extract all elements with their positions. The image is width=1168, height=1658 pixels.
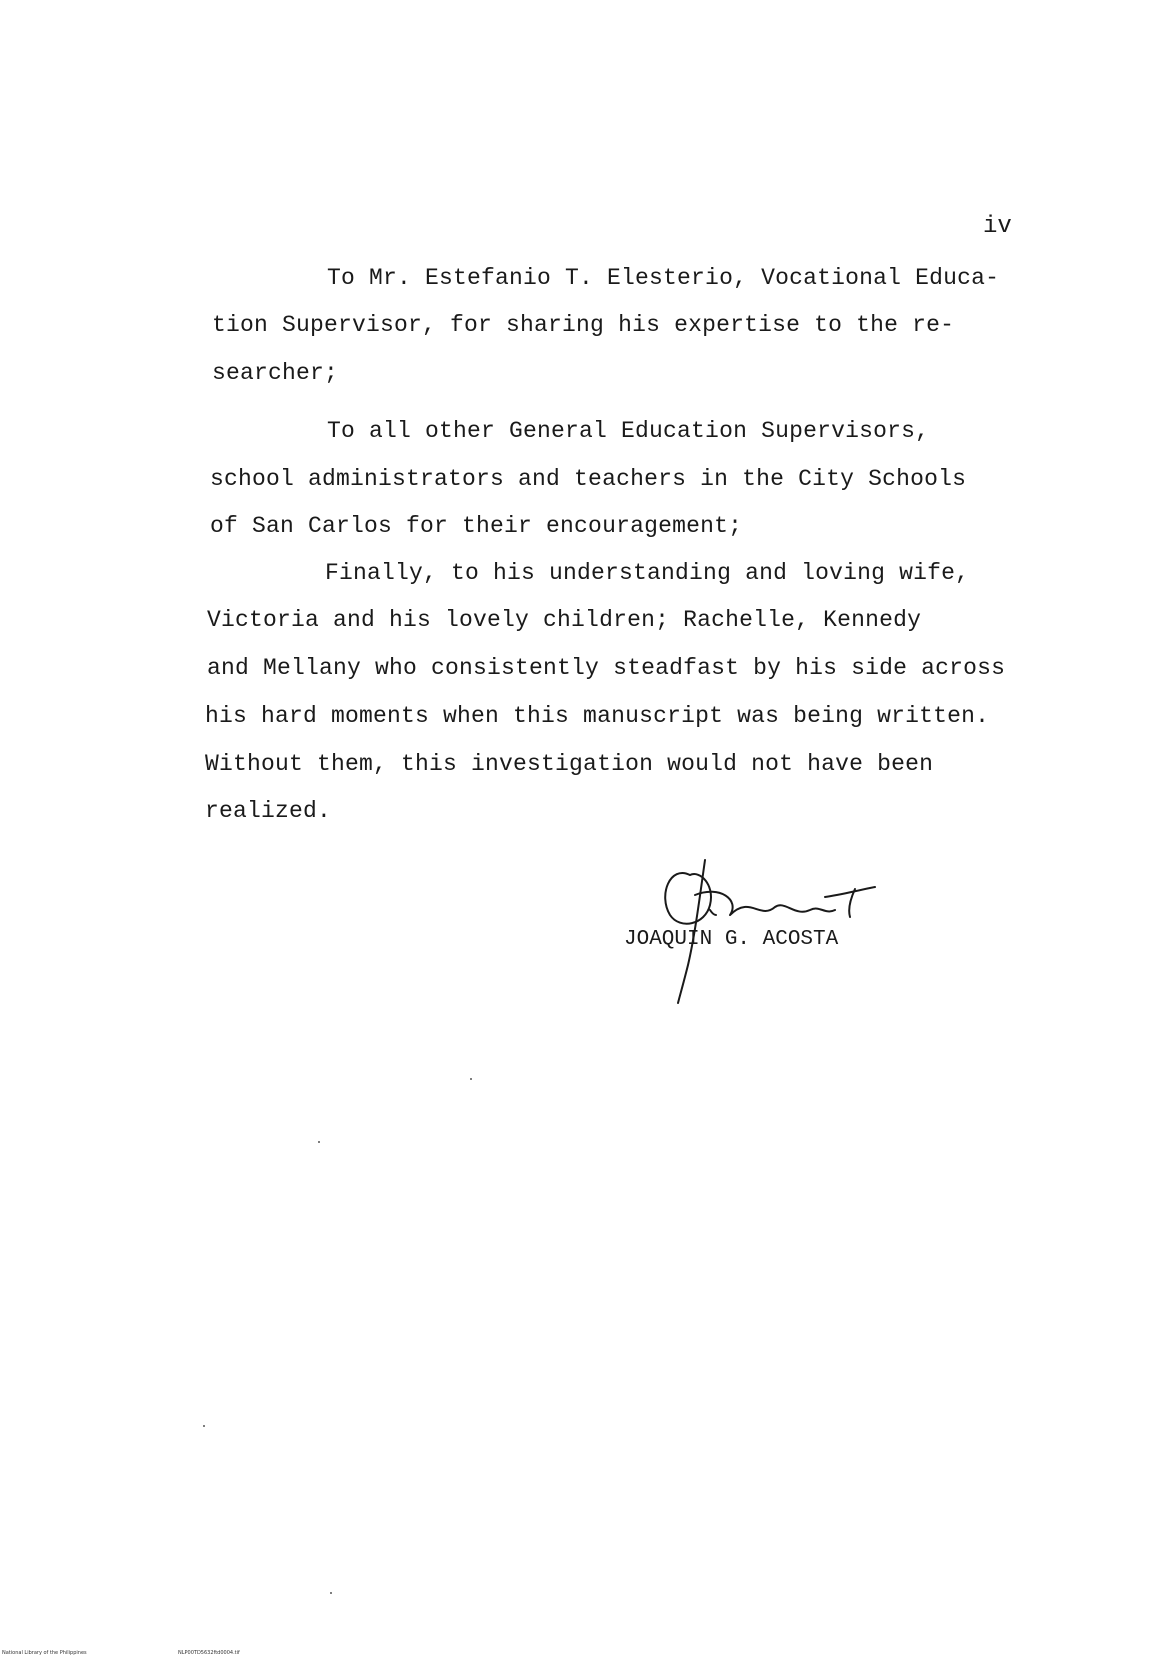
paragraph-3-line-1: Finally, to his understanding and loving wife, [325, 560, 970, 586]
paragraph-2-line-3: of San Carlos for their encouragement; [210, 513, 743, 539]
scan-speck [330, 1592, 332, 1594]
paragraph-3-line-4: his hard moments when this manuscript was being written. [205, 703, 990, 729]
paragraph-2-line-1: To all other General Education Supervisors, [327, 418, 930, 444]
scan-speck [203, 1425, 205, 1427]
scan-speck [470, 1078, 472, 1080]
paragraph-3-line-3: and Mellany who consistently steadfast by his side across [207, 655, 1006, 681]
paragraph-2-line-2: school administrators and teachers in the City Schools [210, 466, 967, 492]
paragraph-1-line-3: searcher; [212, 360, 339, 386]
signatory-name: JOAQUIN G. ACOSTA [624, 928, 839, 951]
paragraph-1-line-2: tion Supervisor, for sharing his expertise to the re- [212, 312, 955, 338]
footer-library: National Library of the Philippines [2, 1650, 87, 1656]
footer-file-id: NLP00TD5632ftd0004.tif [178, 1650, 240, 1656]
paragraph-3-line-2: Victoria and his lovely children; Rachelle, Kennedy [207, 607, 922, 633]
scan-speck [318, 1141, 320, 1143]
paragraph-1-line-1: To Mr. Estefanio T. Elesterio, Vocational Educa- [327, 265, 1000, 291]
paragraph-3-line-6: realized. [205, 798, 332, 824]
page-number: iv [983, 213, 1012, 240]
paragraph-3-line-5: Without them, this investigation would not have been [205, 751, 934, 777]
